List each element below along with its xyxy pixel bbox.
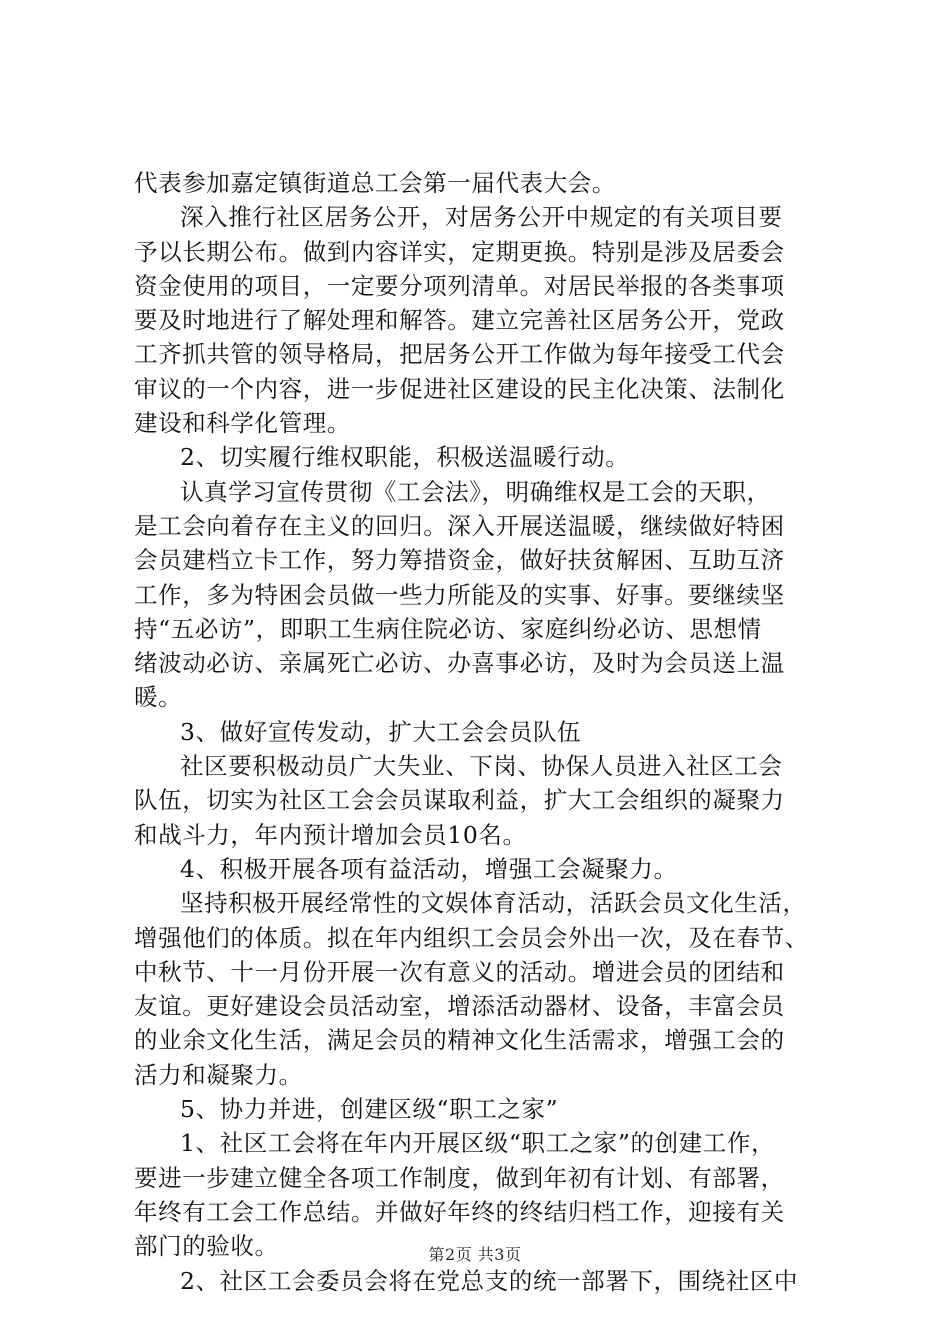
- text-line: 的业余文化生活，满足会员的精神文化生活需求，增强工会的: [134, 1026, 785, 1055]
- text-line: 审议的一个内容，进一步促进社区建设的民主化决策、法制化: [134, 374, 785, 403]
- text-line: 年终有工会工作总结。并做好年终的终结归档工作，迎接有关: [134, 1197, 785, 1226]
- text-line: 和战斗力，年内预计增加会员10名。: [134, 820, 527, 849]
- text-line: 坚持积极开展经常性的文娱体育活动，活跃会员文化生活，: [180, 889, 807, 918]
- text-line: 资金使用的项目，一定要分项列清单。对居民举报的各类事项: [134, 271, 785, 300]
- text-line: 2、社区工会委员会将在党总支的统一部署下，围绕社区中: [180, 1266, 799, 1295]
- page-footer: 第2页 共3页: [428, 1245, 522, 1264]
- text-line: 代表参加嘉定镇街道总工会第一届代表大会。: [134, 169, 616, 197]
- text-line: 持“五必访”，即职工生病住院必访、家庭纠纷必访、思想情: [134, 614, 762, 643]
- text-line: 队伍，切实为社区工会会员谋取利益，扩大工会组织的凝聚力: [134, 786, 785, 815]
- text-line: 暖。: [134, 683, 183, 712]
- text-line: 会员建档立卡工作，努力筹措资金，做好扶贫解困、互助互济: [134, 546, 785, 575]
- text-line: 2、切实履行维权职能，积极送温暖行动。: [180, 443, 630, 472]
- text-line: 社区要积极动员广大失业、下岗、协保人员进入社区工会: [180, 752, 783, 781]
- text-line: 增强他们的体质。拟在年内组织工会员会外出一次，及在春节、: [134, 923, 809, 952]
- text-line: 予以长期公布。做到内容详实，定期更换。特别是涉及居委会: [134, 237, 785, 266]
- text-line: 4、积极开展各项有益活动，增强工会凝聚力。: [180, 854, 678, 883]
- text-line: 工齐抓共管的领导格局，把居务公开工作做为每年接受工代会: [134, 340, 785, 369]
- text-line: 绪波动必访、亲属死亡必访、办喜事必访，及时为会员送上温: [134, 649, 785, 678]
- text-line: 1、社区工会将在年内开展区级“职工之家”的创建工作，: [180, 1129, 776, 1158]
- text-line: 要进一步建立健全各项工作制度，做到年初有计划、有部署，: [134, 1163, 785, 1192]
- text-line: 工作，多为特困会员做一些力所能及的实事、好事。要继续坚: [134, 580, 785, 609]
- text-line: 建设和科学化管理。: [134, 409, 351, 438]
- text-line: 3、做好宣传发动，扩大工会会员队伍: [180, 717, 582, 746]
- text-line: 深入推行社区居务公开，对居务公开中规定的有关项目要: [180, 203, 783, 232]
- text-line: 要及时地进行了解处理和解答。建立完善社区居务公开，党政: [134, 306, 785, 335]
- text-line: 是工会向着存在主义的回归。深入开展送温暖，继续做好特困: [134, 511, 785, 540]
- text-line: 5、协力并进，创建区级“职工之家”: [180, 1095, 559, 1124]
- text-line: 部门的验收。: [134, 1232, 279, 1261]
- document-body: [134, 166, 834, 1298]
- text-line: 友谊。更好建设会员活动室，增添活动器材、设备，丰富会员: [134, 992, 785, 1021]
- text-line: 认真学习宣传贯彻《工会法》，明确维权是工会的天职，: [180, 477, 771, 506]
- text-line: 中秋节、十一月份开展一次有意义的活动。增进会员的团结和: [134, 957, 785, 986]
- text-line: 活力和凝聚力。: [134, 1060, 303, 1089]
